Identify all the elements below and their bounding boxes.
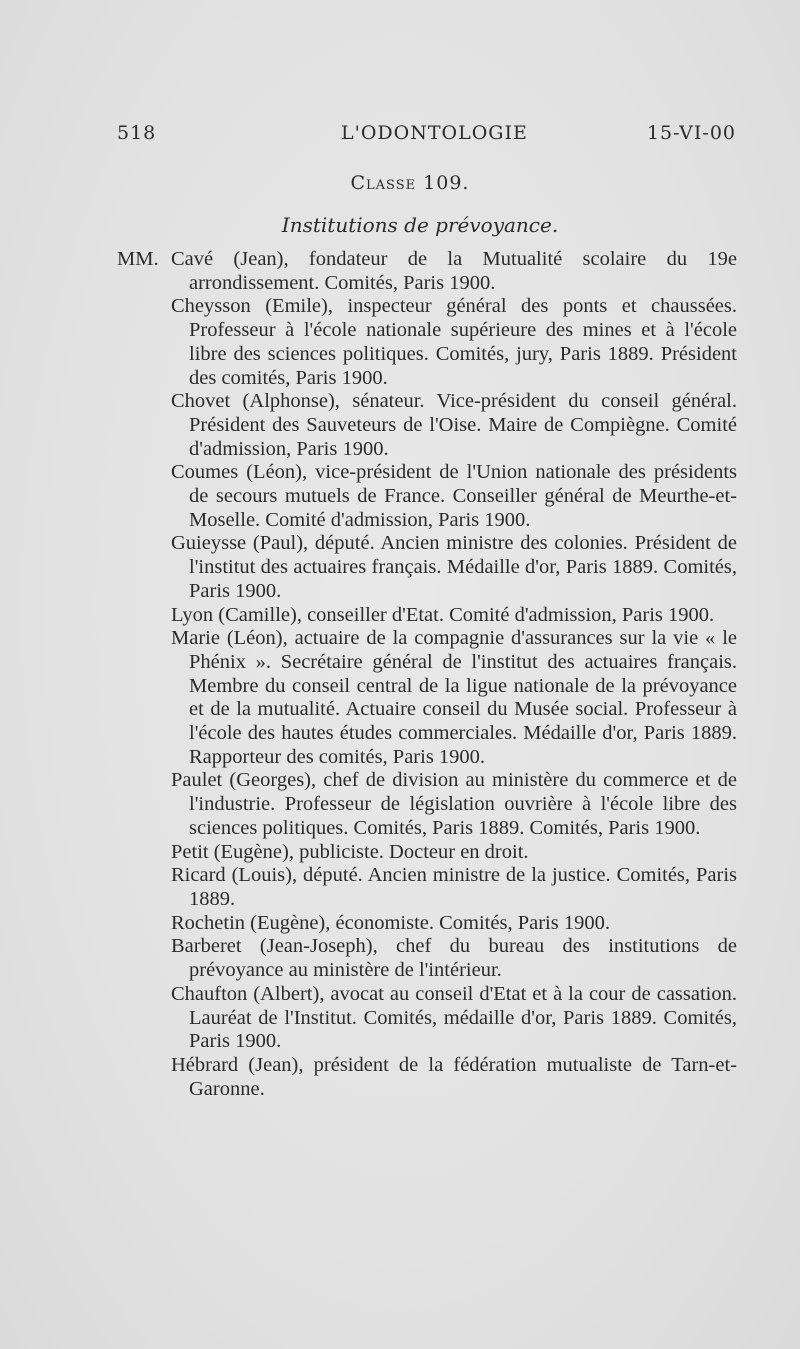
- member-list: [117, 248, 737, 1101]
- list-item: Rochetin (Eugène), économiste. Comités, Paris 1900.: [171, 911, 610, 934]
- list-item: Guieysse (Paul), député. Ancien ministre des colonies. Président de l'institut des actuaires français. Médaille d'or, Paris 1889. Comités, Paris 1900.: [171, 532, 737, 602]
- list-item: Cheysson (Emile), inspecteur général des ponts et chaussées. Professeur à l'école nationale supérieure des mines et à l'école libre des sciences politiques. Comités, jury, Paris 1889. Président des comités, Paris 1900.: [171, 295, 737, 389]
- journal-title: L'ODONTOLOGIE: [341, 122, 528, 144]
- list-item: Barberet (Jean-Joseph), chef du bureau des institutions de prévoyance au ministère de l'intérieur.: [171, 935, 737, 982]
- list-item: Ricard (Louis), député. Ancien ministre de la justice. Comités, Paris 1889.: [171, 864, 737, 910]
- section-subtitle: Institutions de prévoyance.: [281, 213, 559, 237]
- honorific-prefix: MM.: [117, 248, 159, 270]
- list-item: Coumes (Léon), vice-président de l'Union nationale des présidents de secours mutuels de France. Conseiller général de Meurthe-et-Moselle. Comité d'admission, Paris 1900.: [171, 461, 737, 531]
- list-item: Hébrard (Jean), président de la fédération mutualiste de Tarn-et-Garonne.: [171, 1053, 737, 1100]
- issue-date: 15-VI-00: [646, 122, 736, 144]
- list-item: Paulet (Georges), chef de division au ministère du commerce et de l'industrie. Professeur de législation ouvrière à l'école libre des sciences politiques. Comités, Paris 1889. Comités, Paris 1900.: [171, 769, 737, 839]
- entry-text: Cavé (Jean), fondateur de la Mutualité scolaire du 19e arrondissement. Comités, Paris 1900.: [171, 248, 737, 294]
- list-item: Lyon (Camille), conseiller d'Etat. Comité d'admission, Paris 1900.: [171, 603, 715, 626]
- section-title: Classe 109.: [350, 172, 470, 194]
- list-item: Chaufton (Albert), avocat au conseil d'Etat et à la cour de cassation. Lauréat de l'Institut. Comités, médaille d'or, Paris 1889. Comités, Paris 1900.: [171, 982, 737, 1053]
- page-number: 518: [117, 122, 157, 144]
- list-item: Chovet (Alphonse), sénateur. Vice-président du conseil général. Président des Sauveteurs de l'Oise. Maire de Compiègne. Comité d'admission, Paris 1900.: [171, 390, 737, 460]
- list-item: [117, 248, 737, 295]
- list-item: Petit (Eugène), publiciste. Docteur en droit.: [171, 840, 529, 863]
- list-item: Marie (Léon), actuaire de la compagnie d'assurances sur la vie « le Phénix ». Secrétaire général de l'institut des actuaires français. Membre du conseil central de la ligue nationale de la prévoyance et de la mutualité. Actuaire conseil du Musée social. Professeur à l'école des hautes études commerciales. Médaille d'or, Paris 1889. Rapporteur des comités, Paris 1900.: [171, 627, 737, 768]
- running-header: [117, 122, 736, 152]
